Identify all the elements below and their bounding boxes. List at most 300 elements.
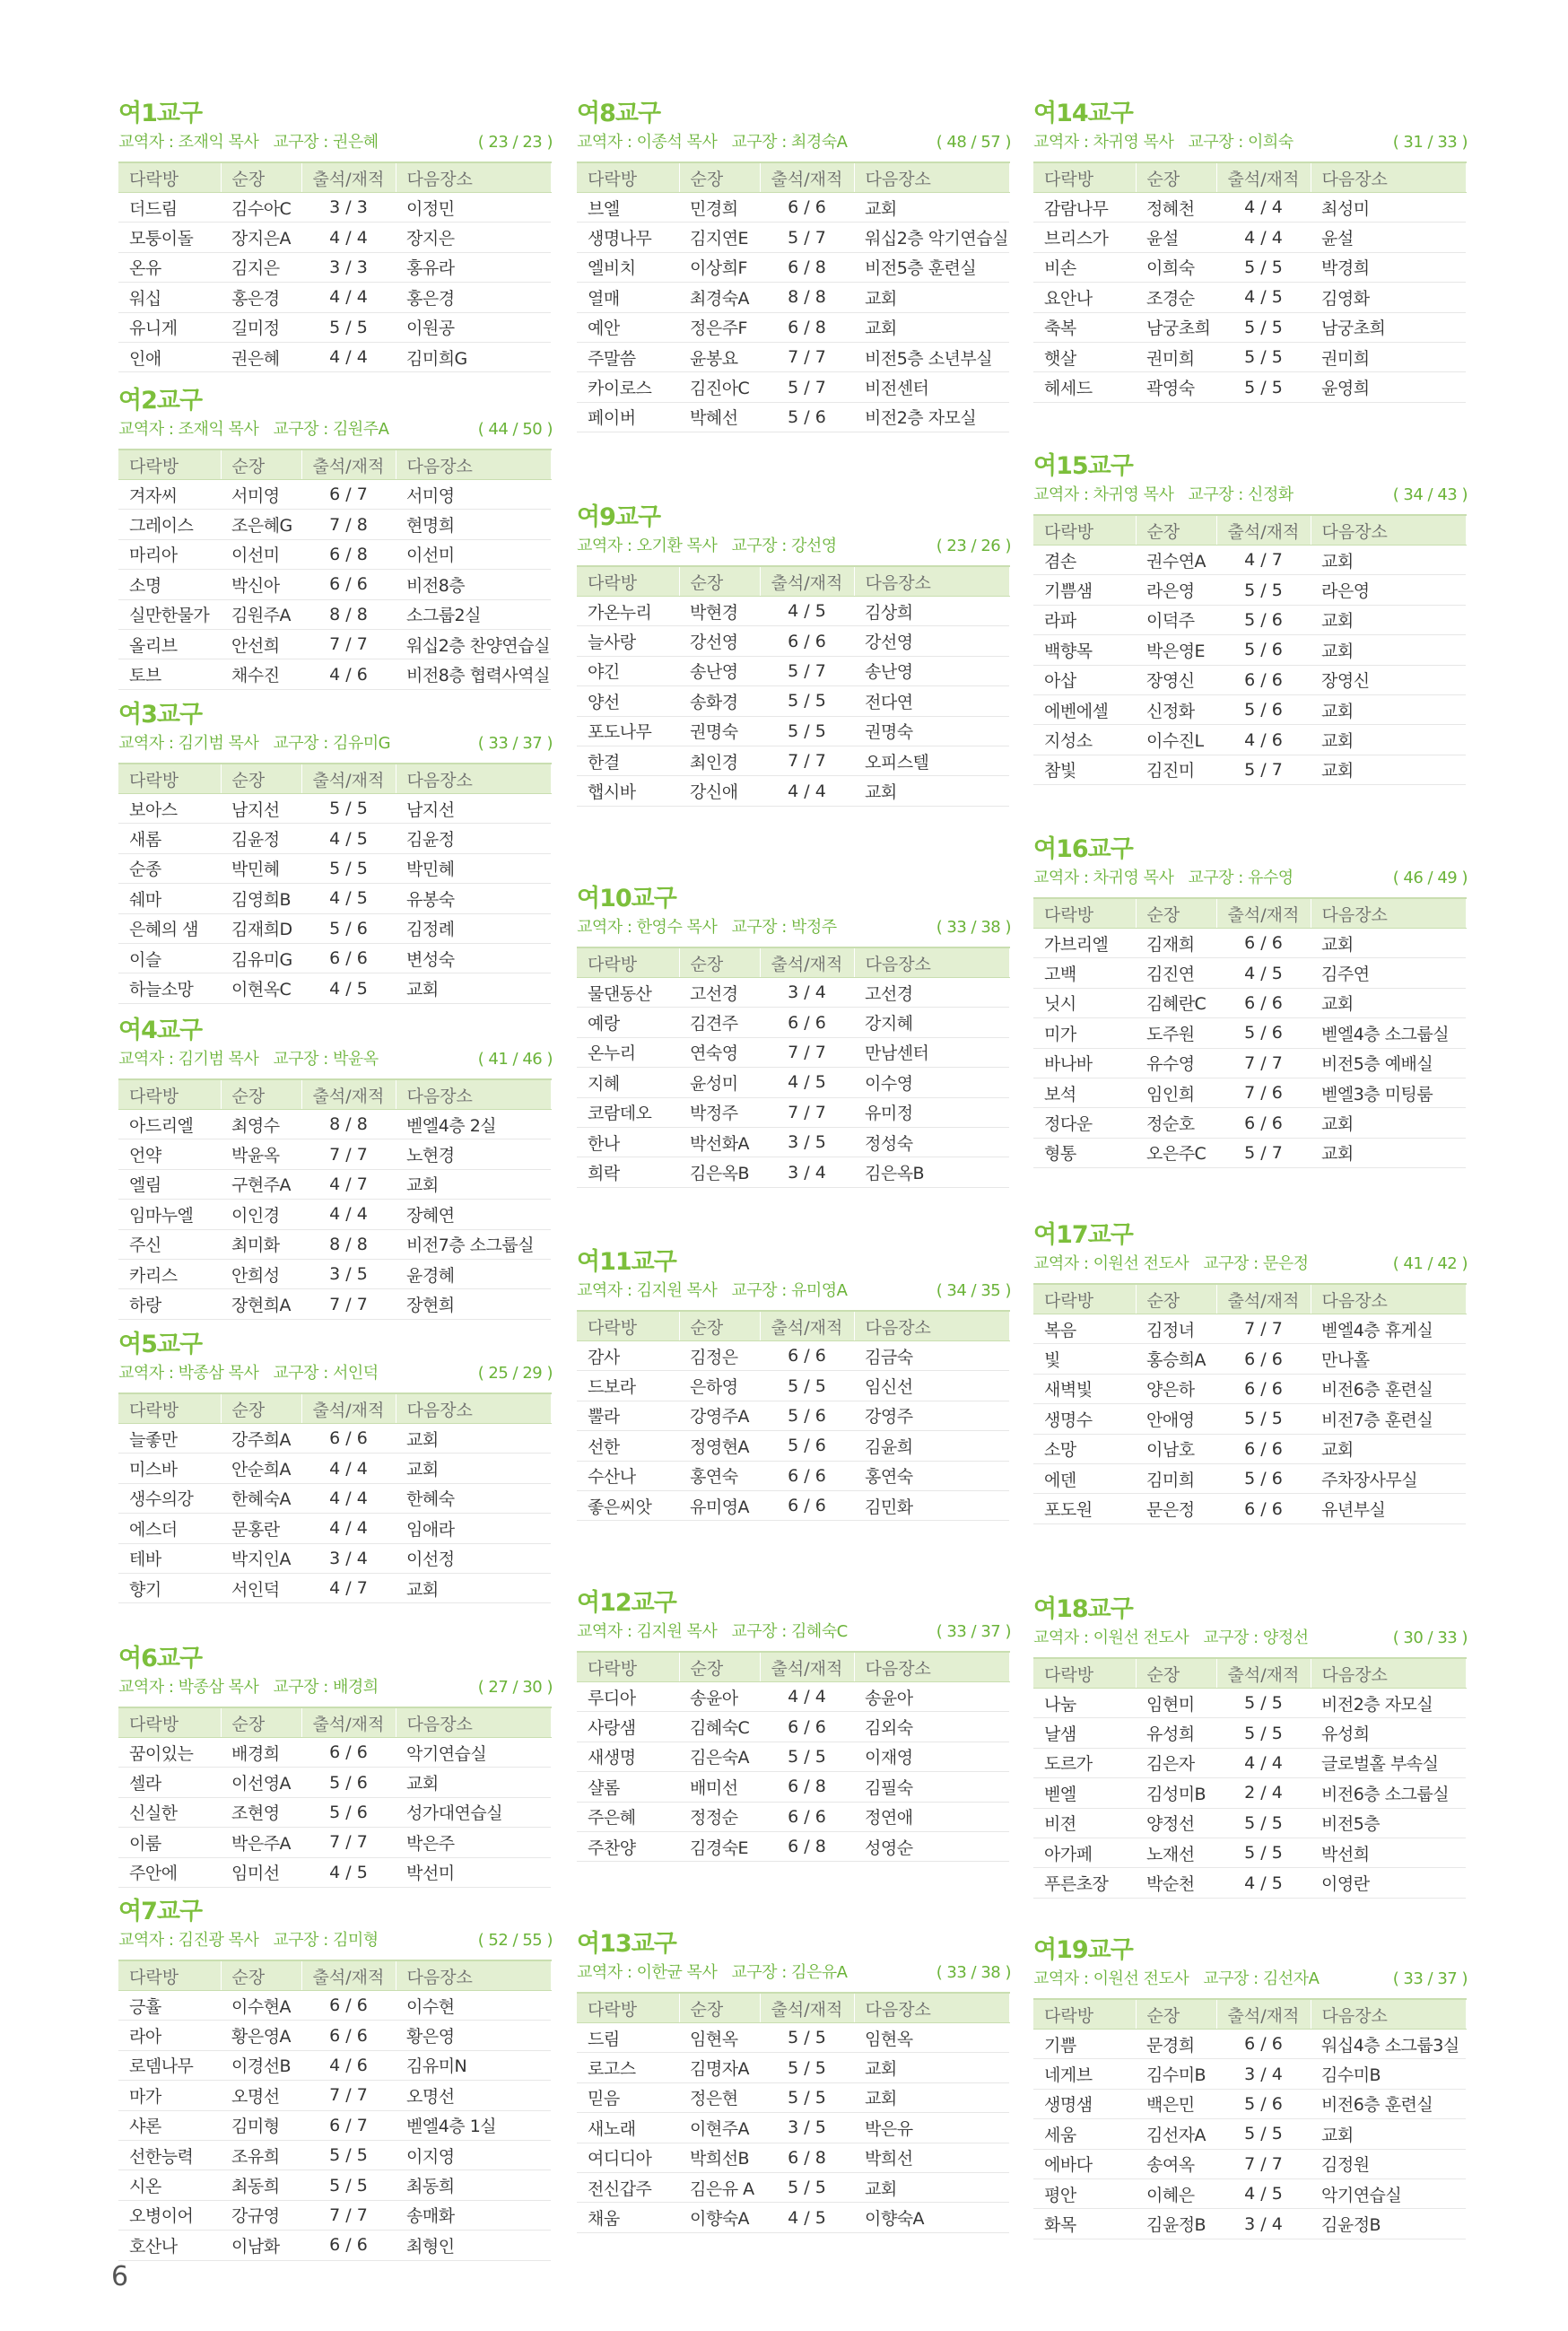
leader-name: 오명선 <box>221 2081 301 2110</box>
attendance: 5 / 6 <box>301 1768 396 1797</box>
table-row <box>118 1424 551 1454</box>
attendance-total: ( 46 / 49 ) <box>1392 869 1468 887</box>
header-leader: 순장 <box>679 566 760 597</box>
attendance: 4 / 6 <box>301 659 396 689</box>
leader-name: 이덕주 <box>1136 605 1216 634</box>
attendance: 5 / 5 <box>1216 1689 1311 1718</box>
next-place: 김유미N <box>396 2050 551 2080</box>
group-name: 가온누리 <box>577 597 679 626</box>
header-leader: 순장 <box>1136 515 1216 546</box>
table-row <box>1033 546 1466 575</box>
attendance: 4 / 5 <box>1216 283 1311 312</box>
attendance: 5 / 5 <box>301 2140 396 2169</box>
leader-label: 교구장 : 권은혜 <box>273 133 379 152</box>
attendance: 4 / 5 <box>760 1068 854 1097</box>
header-attendance: 출석/재적 <box>760 1652 854 1682</box>
group-name: 요안나 <box>1033 283 1136 312</box>
group-name: 화목 <box>1033 2209 1136 2239</box>
next-place: 벧엘4층 2실 <box>396 1110 551 1139</box>
table-row <box>118 2081 551 2110</box>
group-name: 선한능력 <box>118 2140 221 2169</box>
district-staff <box>1033 865 1294 892</box>
district-block <box>118 99 556 372</box>
leader-name: 김은자 <box>1136 1748 1216 1777</box>
group-name: 믿음 <box>577 2082 679 2112</box>
table-header-row <box>118 1079 551 1110</box>
group-name: 양선 <box>577 686 679 716</box>
group-name: 실만한물가 <box>118 599 221 629</box>
header-next-place: 다음장소 <box>396 162 551 193</box>
group-name: 엘림 <box>118 1169 221 1199</box>
table-row <box>577 2023 1009 2053</box>
attendance: 3 / 5 <box>760 2113 854 2143</box>
table-row <box>118 1857 551 1887</box>
next-place: 악기연습실 <box>1311 2178 1466 2208</box>
header-attendance: 출석/재적 <box>1216 515 1311 546</box>
next-place: 김주연 <box>1311 958 1466 988</box>
header-attendance: 출석/재적 <box>760 566 854 597</box>
leader-name: 민경희 <box>679 193 760 223</box>
next-place: 성가대연습실 <box>396 1797 551 1827</box>
leader-name: 김원주A <box>221 599 301 629</box>
leader-label: 교구장 : 최경숙A <box>731 133 848 152</box>
next-place: 변성숙 <box>396 943 551 973</box>
header-attendance: 출석/재적 <box>1216 162 1311 193</box>
table-row <box>118 2140 551 2169</box>
next-place: 박희선 <box>854 2143 1009 2172</box>
district-info <box>118 1046 556 1073</box>
leader-name: 백은민 <box>1136 2089 1216 2118</box>
attendance: 7 / 7 <box>760 342 854 371</box>
attendance-total: ( 34 / 43 ) <box>1392 485 1468 504</box>
attendance: 5 / 7 <box>760 223 854 252</box>
district-table <box>1033 1998 1467 2239</box>
next-place: 교회 <box>1311 635 1466 665</box>
group-name: 희락 <box>577 1157 679 1187</box>
attendance: 5 / 6 <box>1216 1018 1311 1048</box>
table-row <box>118 1797 551 1827</box>
attendance: 6 / 8 <box>301 539 396 569</box>
table-header-row <box>577 1993 1009 2023</box>
attendance: 6 / 6 <box>1216 1494 1311 1523</box>
header-next-place: 다음장소 <box>1311 515 1466 546</box>
group-name: 야긴 <box>577 656 679 685</box>
leader-name: 이선미 <box>221 539 301 569</box>
leader-name: 송난영 <box>679 656 760 685</box>
table-row <box>118 1229 551 1259</box>
table-row <box>1033 2059 1466 2089</box>
next-place: 장현희 <box>396 1289 551 1319</box>
next-place: 김상희 <box>854 597 1009 626</box>
leader-name: 임현옥 <box>679 2023 760 2053</box>
district-info <box>1033 129 1471 156</box>
district-title: 여1교구 <box>118 100 203 127</box>
leader-name: 도주원 <box>1136 1018 1216 1048</box>
attendance: 5 / 6 <box>1216 635 1311 665</box>
attendance: 5 / 5 <box>760 1742 854 1771</box>
group-name: 에스더 <box>118 1514 221 1543</box>
attendance-total: ( 23 / 23 ) <box>477 133 553 152</box>
district-table <box>577 162 1010 432</box>
table-row <box>577 1682 1009 1712</box>
next-place: 워십4층 소그룹3실 <box>1311 2030 1466 2059</box>
attendance: 3 / 4 <box>760 1157 854 1187</box>
attendance: 4 / 4 <box>301 1514 396 1543</box>
leader-name: 홍은경 <box>221 283 301 312</box>
attendance: 6 / 8 <box>760 312 854 342</box>
group-name: 뿔라 <box>577 1401 679 1430</box>
group-name: 아드리엘 <box>118 1110 221 1139</box>
next-place: 비전8층 협력사역실 <box>396 659 551 689</box>
table-row <box>577 597 1009 626</box>
next-place: 정성숙 <box>854 1127 1009 1157</box>
attendance: 5 / 5 <box>760 1371 854 1401</box>
header-attendance: 출석/재적 <box>1216 1999 1311 2030</box>
pastor-label: 교역자 : 이종석 목사 <box>577 133 718 152</box>
attendance: 3 / 4 <box>760 978 854 1008</box>
district-block <box>577 884 1015 1188</box>
group-name: 엘비치 <box>577 252 679 282</box>
header-group: 다락방 <box>118 450 221 480</box>
district-block <box>118 1644 556 1888</box>
table-row <box>577 283 1009 312</box>
district-info <box>577 1278 1015 1305</box>
group-name: 헤세드 <box>1033 372 1136 402</box>
group-name: 언약 <box>118 1139 221 1169</box>
leader-name: 정은주F <box>679 312 760 342</box>
leader-name: 최경숙A <box>679 283 760 312</box>
leader-name: 이경선B <box>221 2050 301 2080</box>
next-place: 교회 <box>854 2172 1009 2202</box>
leader-name: 박은영E <box>1136 635 1216 665</box>
group-name: 한결 <box>577 746 679 775</box>
header-leader: 순장 <box>221 1707 301 1738</box>
district-title: 여4교구 <box>118 1017 203 1044</box>
table-row <box>118 1483 551 1513</box>
group-name: 지성소 <box>1033 725 1136 755</box>
next-place: 임신선 <box>854 1371 1009 1401</box>
attendance: 5 / 7 <box>1216 1138 1311 1167</box>
table-row <box>577 1401 1009 1430</box>
table-row <box>1033 2030 1466 2059</box>
group-name: 향기 <box>118 1573 221 1602</box>
attendance: 3 / 3 <box>301 193 396 223</box>
table-row <box>118 1200 551 1229</box>
table-row <box>1033 1344 1466 1374</box>
group-name: 가브리엘 <box>1033 929 1136 958</box>
attendance: 6 / 6 <box>1216 1344 1311 1374</box>
district-table <box>118 1392 552 1603</box>
district-title: 여16교구 <box>1033 835 1133 863</box>
attendance: 4 / 4 <box>301 283 396 312</box>
group-name: 토브 <box>118 659 221 689</box>
next-place: 비전5층 예배실 <box>1311 1048 1466 1078</box>
district-info <box>577 1619 1015 1646</box>
table-header-row <box>118 764 551 794</box>
group-name: 한나 <box>577 1127 679 1157</box>
next-place: 윤경혜 <box>396 1259 551 1288</box>
table-row <box>118 1169 551 1199</box>
next-place: 김윤정B <box>1311 2209 1466 2239</box>
table-header-row <box>577 566 1009 597</box>
next-place: 정연애 <box>854 1802 1009 1831</box>
next-place: 이수영 <box>854 1068 1009 1097</box>
table-row <box>577 2172 1009 2202</box>
header-attendance: 출석/재적 <box>301 1960 396 1991</box>
attendance: 6 / 6 <box>760 1802 854 1831</box>
table-row <box>118 510 551 539</box>
table-row <box>577 2113 1009 2143</box>
leader-label: 교구장 : 김혜숙C <box>731 1622 848 1641</box>
attendance: 5 / 5 <box>760 2172 854 2202</box>
next-place: 교회 <box>396 973 551 1003</box>
group-name: 새생명 <box>577 1742 679 1771</box>
next-place: 송윤아 <box>854 1682 1009 1712</box>
group-name: 기쁨 <box>1033 2030 1136 2059</box>
next-place: 교회 <box>854 312 1009 342</box>
next-place: 유년부실 <box>1311 1494 1466 1523</box>
table-row <box>118 283 551 312</box>
next-place: 교회 <box>854 283 1009 312</box>
district-info <box>118 1360 556 1387</box>
attendance: 6 / 6 <box>301 1738 396 1768</box>
next-place: 노현경 <box>396 1139 551 1169</box>
header-next-place: 다음장소 <box>854 1311 1009 1341</box>
leader-name: 권수연A <box>1136 546 1216 575</box>
leader-name: 김은숙A <box>679 1742 760 1771</box>
district-title: 여6교구 <box>118 1645 203 1672</box>
group-name: 백향목 <box>1033 635 1136 665</box>
group-name: 생명수 <box>1033 1404 1136 1434</box>
district-staff <box>577 1619 848 1646</box>
next-place: 비전5층 훈련실 <box>854 252 1009 282</box>
leader-name: 박선화A <box>679 1127 760 1157</box>
leader-name: 한혜숙A <box>221 1483 301 1513</box>
table-header-row <box>1033 1284 1466 1314</box>
leader-name: 이혜은 <box>1136 2178 1216 2208</box>
header-next-place: 다음장소 <box>396 764 551 794</box>
attendance: 4 / 4 <box>1216 223 1311 252</box>
table-header-row <box>577 1311 1009 1341</box>
leader-name: 양정선 <box>1136 1808 1216 1838</box>
group-name: 순종 <box>118 853 221 883</box>
group-name: 보석 <box>1033 1078 1136 1107</box>
attendance: 6 / 6 <box>1216 1108 1311 1138</box>
leader-name: 송화경 <box>679 686 760 716</box>
attendance: 5 / 5 <box>301 794 396 824</box>
next-place: 이수현 <box>396 1991 551 2021</box>
attendance: 5 / 6 <box>760 1431 854 1461</box>
leader-name: 이현주A <box>679 2113 760 2143</box>
next-place: 권미희 <box>1311 342 1466 371</box>
attendance: 5 / 5 <box>1216 1808 1311 1838</box>
attendance: 6 / 6 <box>760 1461 854 1490</box>
table-row <box>577 1341 1009 1371</box>
leader-name: 임인희 <box>1136 1078 1216 1107</box>
header-leader: 순장 <box>679 947 760 978</box>
district-staff <box>118 1046 379 1073</box>
next-place: 전다연 <box>854 686 1009 716</box>
group-name: 생명샘 <box>1033 2089 1136 2118</box>
leader-name: 정정순 <box>679 1802 760 1831</box>
attendance: 6 / 8 <box>760 1831 854 1861</box>
next-place: 유봉숙 <box>396 884 551 913</box>
pastor-label: 교역자 : 차귀영 목사 <box>1033 485 1174 504</box>
next-place: 윤설 <box>1311 223 1466 252</box>
header-attendance: 출석/재적 <box>760 1993 854 2023</box>
table-row <box>577 1712 1009 1742</box>
pastor-label: 교역자 : 김지원 목사 <box>577 1622 718 1641</box>
next-place: 김수미B <box>1311 2059 1466 2089</box>
district-block <box>577 1247 1015 1521</box>
table-row <box>118 943 551 973</box>
table-row <box>577 1371 1009 1401</box>
attendance: 7 / 6 <box>1216 1078 1311 1107</box>
table-header-row <box>1033 1658 1466 1689</box>
attendance-total: ( 25 / 29 ) <box>477 1364 553 1383</box>
attendance: 8 / 8 <box>301 599 396 629</box>
district-block <box>577 1929 1015 2233</box>
header-next-place: 다음장소 <box>1311 162 1466 193</box>
attendance: 4 / 5 <box>301 884 396 913</box>
header-group: 다락방 <box>1033 162 1136 193</box>
group-name: 수산나 <box>577 1461 679 1490</box>
leader-name: 배미선 <box>679 1772 760 1802</box>
table-row <box>577 1831 1009 1861</box>
group-name: 예안 <box>577 312 679 342</box>
group-name: 겨자씨 <box>118 480 221 510</box>
district-title: 여19교구 <box>1033 1936 1133 1964</box>
header-next-place: 다음장소 <box>1311 1658 1466 1689</box>
pastor-label: 교역자 : 박종삼 목사 <box>118 1678 259 1697</box>
table-row <box>118 1454 551 1483</box>
group-name: 올리브 <box>118 629 221 659</box>
leader-name: 박희선B <box>679 2143 760 2172</box>
leader-name: 이희숙 <box>1136 252 1216 282</box>
next-place: 교회 <box>1311 988 1466 1017</box>
attendance-total: ( 23 / 26 ) <box>936 537 1011 555</box>
group-name: 하늘소망 <box>118 973 221 1003</box>
attendance: 4 / 6 <box>301 2050 396 2080</box>
leader-name: 박순천 <box>1136 1868 1216 1898</box>
group-name: 소망 <box>1033 1434 1136 1463</box>
table-row <box>118 252 551 282</box>
district-staff <box>577 533 837 560</box>
next-place: 최성미 <box>1311 193 1466 223</box>
header-leader: 순장 <box>1136 1658 1216 1689</box>
district-table <box>1033 1283 1467 1524</box>
pastor-label: 교역자 : 조재익 목사 <box>118 133 259 152</box>
attendance: 5 / 5 <box>301 312 396 342</box>
leader-name: 박신아 <box>221 570 301 599</box>
next-place: 유성희 <box>1311 1718 1466 1748</box>
next-place: 이선미 <box>396 539 551 569</box>
next-place: 김은옥B <box>854 1157 1009 1187</box>
header-group: 다락방 <box>577 1652 679 1682</box>
header-group: 다락방 <box>1033 1284 1136 1314</box>
attendance: 5 / 5 <box>1216 372 1311 402</box>
next-place: 교회 <box>396 1169 551 1199</box>
next-place: 교회 <box>1311 725 1466 755</box>
group-name: 신실한 <box>118 1797 221 1827</box>
next-place: 오피스텔 <box>854 746 1009 775</box>
group-name: 지혜 <box>577 1068 679 1097</box>
header-next-place: 다음장소 <box>854 1993 1009 2023</box>
group-name: 햅시바 <box>577 776 679 806</box>
header-attendance: 출석/재적 <box>301 1079 396 1110</box>
attendance: 4 / 7 <box>1216 546 1311 575</box>
table-row <box>118 629 551 659</box>
attendance: 5 / 5 <box>1216 575 1311 605</box>
leader-name: 김영희B <box>221 884 301 913</box>
leader-name: 이현옥C <box>221 973 301 1003</box>
district-info <box>118 730 556 757</box>
table-row <box>1033 2178 1466 2208</box>
leader-name: 곽영숙 <box>1136 372 1216 402</box>
table-header-row <box>118 162 551 193</box>
leader-name: 권미희 <box>1136 342 1216 371</box>
district-table <box>118 1960 552 2261</box>
group-name: 이룸 <box>118 1828 221 1857</box>
header-next-place: 다음장소 <box>854 566 1009 597</box>
leader-name: 임미선 <box>221 1857 301 1887</box>
next-place: 비전5층 소년부실 <box>854 342 1009 371</box>
table-row <box>118 1738 551 1768</box>
group-name: 로뎀나무 <box>118 2050 221 2080</box>
leader-name: 김재희D <box>221 913 301 943</box>
attendance: 4 / 5 <box>760 597 854 626</box>
leader-name: 안애영 <box>1136 1404 1216 1434</box>
table-row <box>118 853 551 883</box>
group-name: 주말씀 <box>577 342 679 371</box>
district-table <box>1033 897 1467 1168</box>
district-info <box>1033 482 1471 509</box>
attendance: 6 / 8 <box>760 1772 854 1802</box>
header-leader: 순장 <box>221 764 301 794</box>
group-name: 늘사랑 <box>577 626 679 656</box>
group-name: 푸른초장 <box>1033 1868 1136 1898</box>
group-name: 벧엘 <box>1033 1778 1136 1808</box>
district-staff <box>577 914 837 941</box>
next-place: 비전6층 소그룹실 <box>1311 1778 1466 1808</box>
attendance-total: ( 31 / 33 ) <box>1392 133 1468 152</box>
group-name: 마리아 <box>118 539 221 569</box>
attendance-total: ( 44 / 50 ) <box>477 420 553 439</box>
attendance: 4 / 5 <box>1216 1868 1311 1898</box>
group-name: 카리스 <box>118 1259 221 1288</box>
next-place: 황은영 <box>396 2021 551 2050</box>
table-row <box>577 252 1009 282</box>
attendance-total: ( 48 / 57 ) <box>936 133 1011 152</box>
attendance: 6 / 6 <box>760 193 854 223</box>
leader-name: 김명자A <box>679 2053 760 2082</box>
next-place: 교회 <box>1311 1108 1466 1138</box>
attendance: 3 / 5 <box>301 1259 396 1288</box>
pastor-label: 교역자 : 이원선 전도사 <box>1033 1969 1189 1988</box>
table-row <box>1033 2089 1466 2118</box>
attendance: 5 / 5 <box>301 2170 396 2200</box>
leader-name: 정영현A <box>679 1431 760 1461</box>
leader-name: 권은혜 <box>221 342 301 371</box>
district-staff <box>1033 482 1294 509</box>
group-name: 형통 <box>1033 1138 1136 1167</box>
next-place: 유미정 <box>854 1097 1009 1127</box>
table-row <box>118 1289 551 1319</box>
pastor-label: 교역자 : 이원선 전도사 <box>1033 1254 1189 1273</box>
header-leader: 순장 <box>1136 898 1216 929</box>
district-block <box>577 99 1015 432</box>
table-row <box>1033 1808 1466 1838</box>
